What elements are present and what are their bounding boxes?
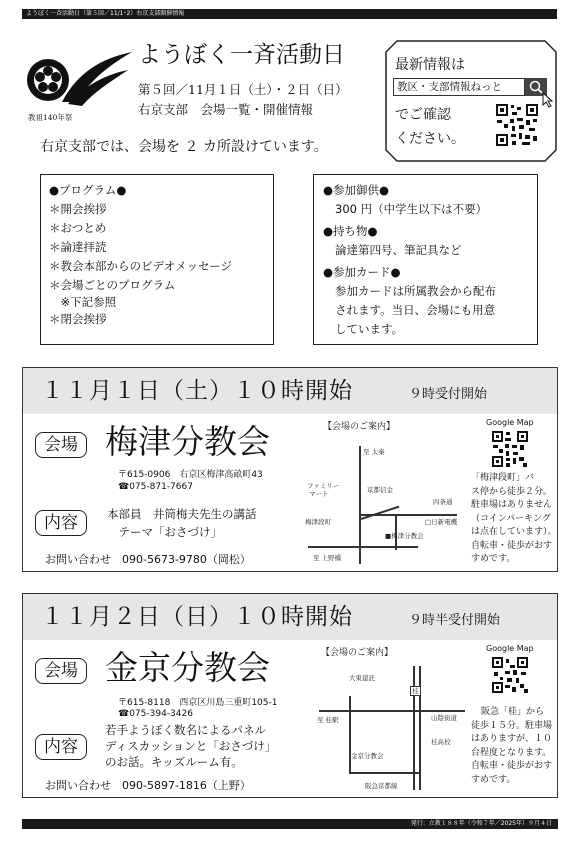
venue-tel: ☎075-394-3426 [118,709,193,719]
access-line: （コインパーキング [471,513,551,524]
access-line: は点在しています）。 [471,527,557,537]
content-tag: 内容 [35,734,87,760]
bring-title: ●持ち物● [323,224,378,238]
event-header [23,368,557,414]
program-item: ＊おつとめ [49,221,107,235]
map-label: 梅津段町 [305,518,331,526]
venue-tag: 会場 [35,432,87,458]
access-line: すめです。 [471,554,516,564]
access-line: 駐車場はありません [471,500,553,510]
info-line-1: 最新情報は [395,57,465,73]
event-card-2 [22,593,558,798]
top-bar [22,9,557,19]
event-reception: ９時受付開始 [409,387,488,402]
search-field[interactable] [393,78,525,96]
info-line-3: ください。 [395,131,465,147]
footer-bar [22,819,558,829]
program-title: ●プログラム● [49,183,127,197]
map-label: 桂高校 [431,738,451,746]
event-header [23,594,557,640]
map-label: 阪急京都線 [365,782,398,790]
search-field-text: 教区・支部情報ねっと [397,81,502,93]
event-date: １１月２日（日）１０時開始 [41,604,353,630]
map-label: 至 桂駅 [317,716,339,724]
footer-text: 発行：立教１８８年（令和７年／2025年）９月４日 [410,820,552,827]
venue-address: 〒615-0906 右京区梅津高畝町43 [118,470,263,480]
venue-name: 金京分教会 [105,648,270,687]
event-subtitle-2: 右京支部 会場一覧・開催情報 [138,102,314,117]
google-map-label: Google Map [486,418,534,427]
venue-name: 梅津分教会 [105,422,270,461]
card-line: しています。 [335,322,404,336]
logo [24,50,134,120]
content-line: 本部員 井筒梅夫先生の講話 [107,507,257,521]
fee-value: 300 円（中学生以下は不要） [335,202,488,216]
venue-tag: 会場 [35,658,87,684]
qr-code-map[interactable] [491,656,529,694]
program-item: ＊教会本部からのビデオメッセージ [49,259,232,273]
map-label: 金京分教会 [351,752,384,760]
map-label: 大東建託 [349,674,375,682]
plum-crest-icon [24,50,134,110]
content-line: ディスカッションと「おさづけ」 [105,739,277,753]
map-label: マート [309,490,329,498]
map-title: 【会場のご案内】 [321,648,394,658]
program-item: ＊閉会挨拶 [49,312,107,326]
map-label: 至 上野橋 [313,554,342,562]
access-line: 徒歩１５分。駐車場 [471,720,553,731]
venue-map [305,422,470,570]
top-bar-text: ようぼく一斉活動日（第５回／11/1･2）右京支部開催情報 [26,10,185,17]
qr-code-info[interactable] [495,103,539,147]
cursor-icon [542,92,556,108]
intro-text: 右京支部では、会場を ２ カ所設けています。 [40,139,328,155]
map-label: 四条通 [433,498,453,506]
content-line: 若手ようぼく数名によるパネル [105,723,266,737]
page-title: ようぼく一斉活動日 [138,42,345,68]
map-label: ファミリー [307,482,340,490]
map-label: ■梅津分教会 [385,532,424,540]
map-label: 桂 [412,687,419,695]
event-subtitle: 第５回／11月１日（土）・２日（日） [138,82,348,97]
program-item: ＊論達拝読 [49,240,107,254]
bring-value: 論達第四号、筆記具など [335,243,462,257]
access-info [471,706,557,787]
content-line: テーマ「おさづけ」 [107,525,222,539]
qr-code-icon [491,430,529,468]
contact-line: お問い合わせ 090-5897-1816（上野） [45,779,251,792]
access-line: 自転車・徒歩がおす [471,540,553,551]
map-label: 至 太秦 [363,448,385,456]
map-label: 京都信金 [367,486,393,494]
venue-map [313,648,468,796]
qr-code-icon [495,103,539,147]
program-item: ※下記参照 [49,295,117,309]
map-label: □日新電機 [425,518,458,526]
event-card-1 [22,367,558,572]
google-map-label: Google Map [486,644,534,653]
access-line: 自転車・徒歩がおす [471,761,553,771]
card-title: ●参加カード● [323,265,401,279]
card-line: 参加カードは所属教会から配布 [335,284,496,298]
info-box [385,40,557,162]
anniversary-label: 教祖140年祭 [28,113,73,122]
content-line: のお話。キッズルーム有。 [105,755,243,769]
venue-tel: ☎075-871-7667 [118,482,193,492]
content-tag: 内容 [35,510,87,536]
access-info [471,472,557,567]
access-line: はありますが、１０ [471,734,553,744]
card-line: されます。当日、会場にも用意 [335,303,496,317]
info-line-2: でご確認 [395,107,451,123]
access-line: ス停から徒歩２分。 [471,486,553,497]
access-line: 「梅津段町」バ [471,473,535,483]
qr-code-map[interactable] [491,430,529,468]
participation-box [313,174,538,345]
access-line: 台程度となります。 [471,747,552,758]
qr-code-icon [491,656,529,694]
access-line: 阪急「桂」から [481,707,545,717]
program-box [40,174,274,345]
program-item: ＊会場ごとのプログラム [49,278,176,292]
fee-title: ●参加御供● [323,183,390,197]
event-reception: ９時半受付開始 [409,613,501,628]
map-title: 【会場のご案内】 [323,422,396,432]
venue-address: 〒615-8118 西京区川島三重町105-1 [118,698,278,708]
map-label: 山陰街道 [431,714,457,722]
program-item: ＊開会挨拶 [49,202,107,216]
access-line: すめです。 [471,774,516,785]
contact-line: お問い合わせ 090-5673-9780（岡松） [45,553,251,566]
event-date: １１月１日（土）１０時開始 [41,378,353,404]
